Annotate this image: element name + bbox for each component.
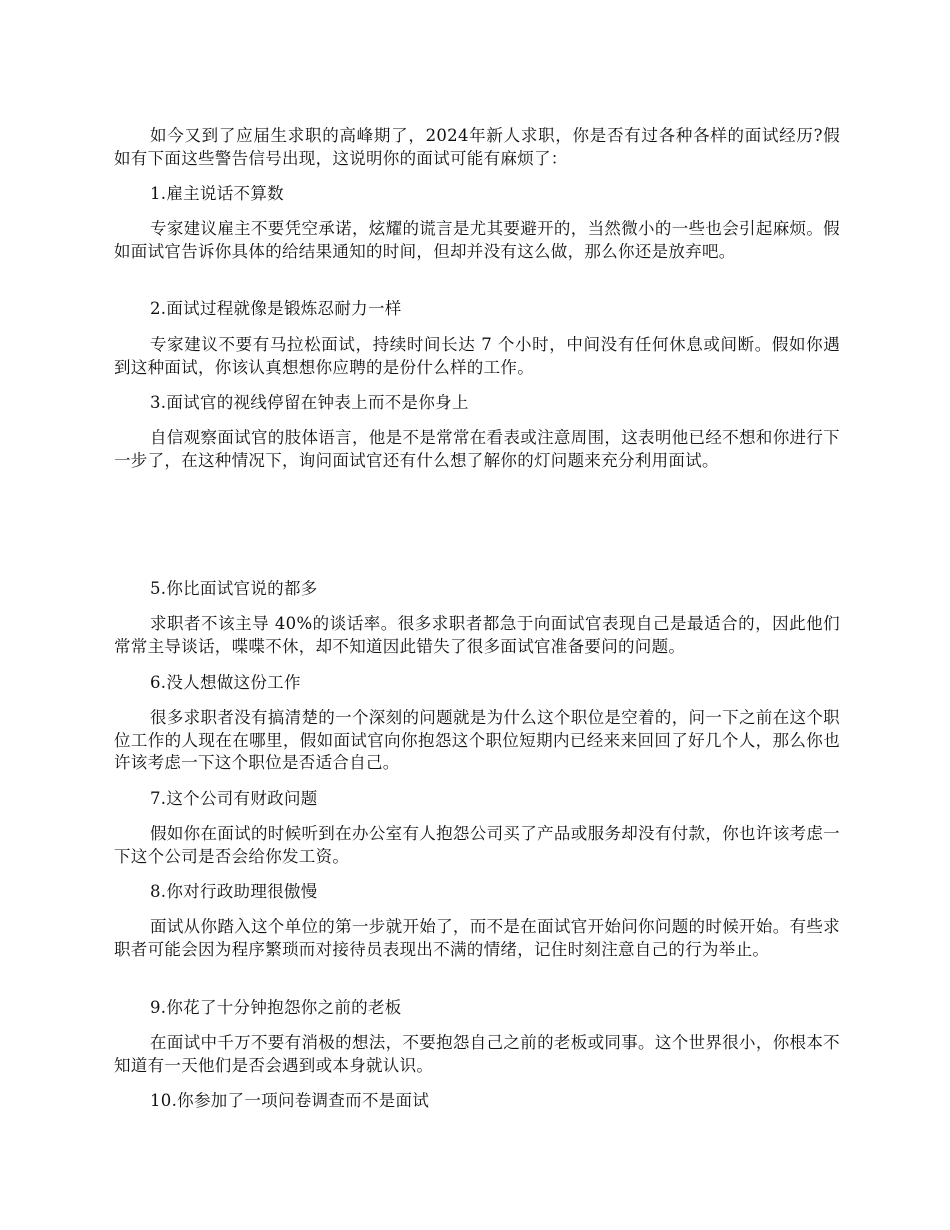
section-3-heading: 3.面试官的视线停留在钟表上而不是你身上 bbox=[150, 393, 469, 412]
section-6-body: 很多求职者没有搞清楚的一个深刻的问题就是为什么这个职位是空着的，问一下之前在这个职位工作的人现在在哪里，假如面试官向你抱怨这个职位短期内已经来来回回了好几个人，那么你也许该考虑一下这个职位是否适合自己。 bbox=[114, 708, 840, 772]
section-3-body: 自信观察面试官的肢体语言，他是不是常常在看表或注意周围，这表明他已经不想和你进行下一步了，在这种情况下，询问面试官还有什么想了解你的灯问题来充分利用面试。 bbox=[114, 428, 840, 470]
section-1-body: 专家建议雇主不要凭空承诺，炫耀的谎言是尤其要避开的，当然微小的一些也会引起麻烦。假如面试官告诉你具体的给结果通知的时间，但却并没有这么做，那么你还是放弃吧。 bbox=[114, 219, 840, 261]
section-9-body: 在面试中千万不要有消极的想法，不要抱怨自己之前的老板或同事。这个世界很小，你根本不知道有一天他们是否会遇到或本身就认识。 bbox=[114, 1033, 840, 1075]
section-6-heading: 6.没人想做这份工作 bbox=[150, 673, 301, 692]
section-7-body: 假如你在面试的时候听到在办公室有人抱怨公司买了产品或服务却没有付款，你也许该考虑一下这个公司是否会给你发工资。 bbox=[114, 824, 840, 866]
section-1-heading: 1.雇主说话不算数 bbox=[150, 184, 284, 203]
section-5-body: 求职者不该主导 40%的谈话率。很多求职者都急于向面试官表现自己是最适合的，因此他们常常主导谈话，喋喋不休，却不知道因此错失了很多面试官准备要问的问题。 bbox=[114, 614, 840, 656]
section-2-body: 专家建议不要有马拉松面试，持续时间长达 7 个小时，中间没有任何休息或间断。假如你遇到这种面试，你该认真想想你应聘的是份什么样的工作。 bbox=[114, 335, 840, 377]
intro-paragraph: 如今又到了应届生求职的高峰期了，2024年新人求职，你是否有过各种各样的面试经历?假如有下面这些警告信号出现，这说明你的面试可能有麻烦了： bbox=[114, 126, 840, 168]
section-9-heading: 9.你花了十分钟抱怨你之前的老板 bbox=[150, 998, 402, 1017]
section-8-body: 面试从你踏入这个单位的第一步就开始了，而不是在面试官开始问你问题的时候开始。有些求职者可能会因为程序繁琐而对接待员表现出不满的情绪，记住时刻注意自己的行为举止。 bbox=[114, 917, 840, 959]
section-2-heading: 2.面试过程就像是锻炼忍耐力一样 bbox=[150, 299, 402, 318]
section-10-heading: 10.你参加了一项问卷调查而不是面试 bbox=[150, 1091, 430, 1110]
section-7-heading: 7.这个公司有财政问题 bbox=[150, 789, 318, 808]
section-8-heading: 8.你对行政助理很傲慢 bbox=[150, 882, 318, 901]
section-5-heading: 5.你比面试官说的都多 bbox=[150, 579, 318, 598]
